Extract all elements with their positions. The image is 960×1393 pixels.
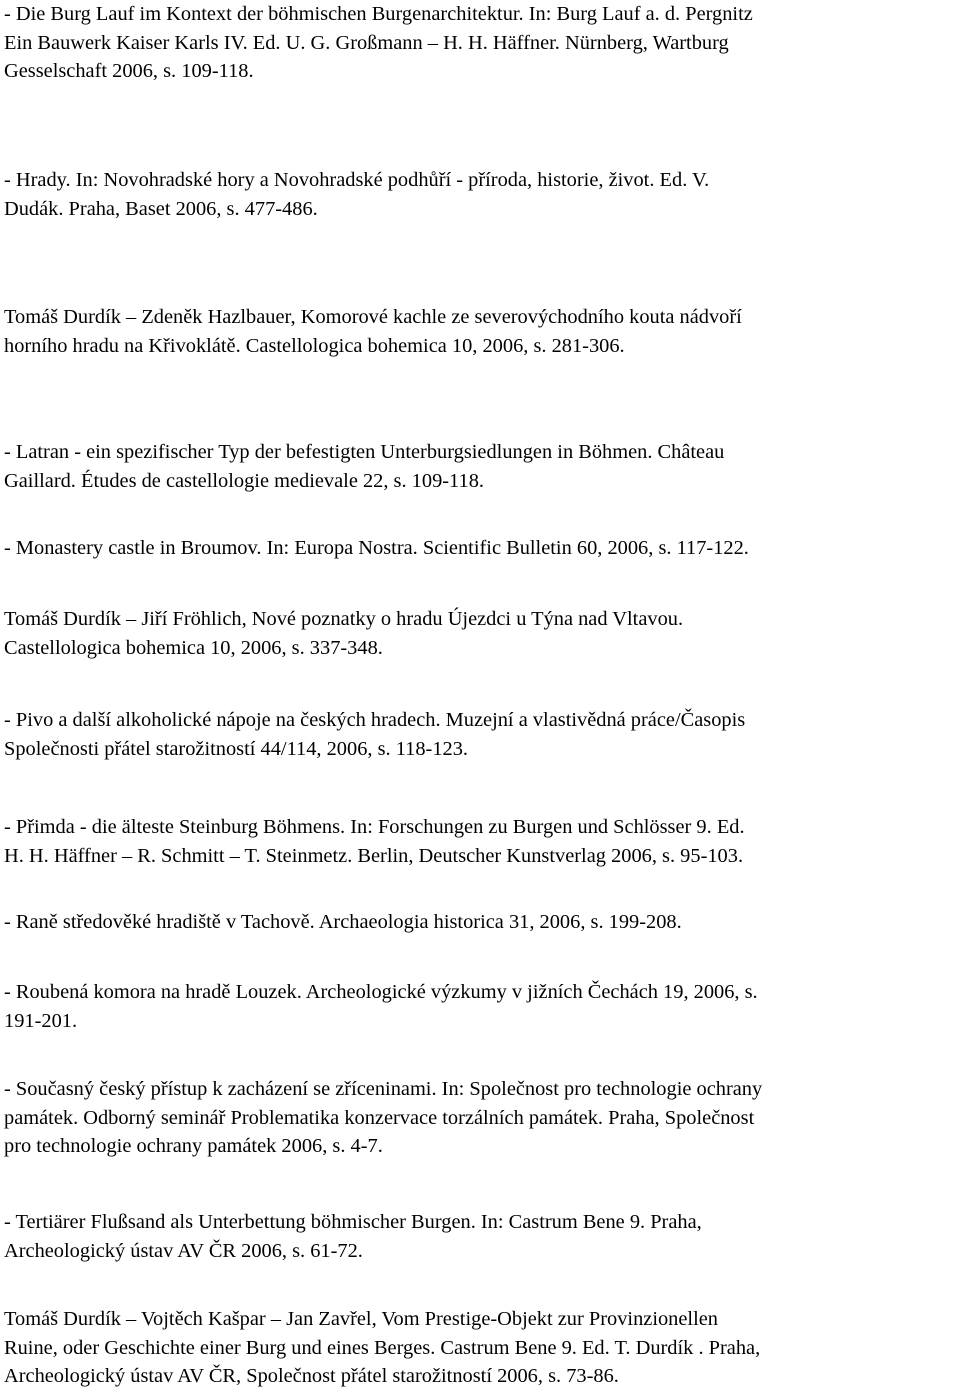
- entry-line: Tomáš Durdík – Zdeněk Hazlbauer, Komorové kachle ze severovýchodního kouta nádvoří: [4, 306, 742, 328]
- entry-line: - Tertiärer Flußsand als Unterbettung böhmischer Burgen. In: Castrum Bene 9. Praha,: [4, 1211, 702, 1233]
- entry-line: Společnosti přátel starožitností 44/114, 2006, s. 118-123.: [4, 737, 469, 760]
- entry-line: Dudák. Praha, Baset 2006, s. 477-486.: [4, 197, 318, 220]
- bibliography-entry: [4, 0, 753, 86]
- entry-line: - Latran - ein spezifischer Typ der befestigten Unterburgsiedlungen in Böhmen. Château: [4, 441, 725, 463]
- bibliography-entry: [4, 813, 745, 870]
- entry-line: památek. Odborný seminář Problematika konzervace torzálních památek. Praha, Společnost: [4, 1106, 755, 1129]
- entry-line: Gaillard. Études de castellologie medievale 22, s. 109-118.: [4, 469, 484, 492]
- entry-line: Ruine, oder Geschichte einer Burg und eines Berges. Castrum Bene 9. Ed. T. Durdík . Praha,: [4, 1336, 761, 1359]
- entry-line: - Die Burg Lauf im Kontext der böhmischen Burgenarchitektur. In: Burg Lauf a. d. Pergnitz: [4, 3, 753, 25]
- bibliography-entry: [4, 1305, 760, 1391]
- entry-line: H. H. Häffner – R. Schmitt – T. Steinmetz. Berlin, Deutscher Kunstverlag 2006, s. 95-103.: [4, 844, 744, 867]
- entry-line: - Pivo a další alkoholické nápoje na českých hradech. Muzejní a vlastivědná práce/Časopis: [4, 709, 746, 731]
- entry-line: - Současný český přístup k zacházení se zříceninami. In: Společnost pro technologie ochrany: [4, 1078, 763, 1100]
- entry-line: - Hrady. In: Novohradské hory a Novohradské podhůří - příroda, historie, život. Ed. V.: [4, 169, 710, 191]
- entry-line: Gesselschaft 2006, s. 109-118.: [4, 60, 254, 82]
- entry-line: 191-201.: [4, 1009, 78, 1032]
- bibliography-entry: [4, 1075, 762, 1161]
- bibliography-entry: [4, 303, 742, 360]
- entry-line: Castellologica bohemica 10, 2006, s. 337-348.: [4, 636, 383, 659]
- entry-line: - Roubená komora na hradě Louzek. Archeologické výzkumy v jižních Čechách 19, 2006, s.: [4, 981, 758, 1003]
- entry-line: horního hradu na Křivoklátě. Castellologica bohemica 10, 2006, s. 281-306.: [4, 334, 625, 357]
- entry-line: Archeologický ústav AV ČR, Společnost přátel starožitností 2006, s. 73-86.: [4, 1365, 619, 1387]
- entry-line: pro technologie ochrany památek 2006, s. 4-7.: [4, 1135, 383, 1157]
- entry-line: Archeologický ústav AV ČR 2006, s. 61-72.: [4, 1239, 363, 1262]
- entry-line: - Raně středověké hradiště v Tachově. Archaeologia historica 31, 2006, s. 199-208.: [4, 911, 682, 933]
- bibliography-entry: [4, 166, 709, 223]
- bibliography-entry: [4, 1208, 702, 1265]
- bibliography-entry: [4, 605, 683, 662]
- entry-line: Ein Bauwerk Kaiser Karls IV. Ed. U. G. Großmann – H. H. Häffner. Nürnberg, Wartburg: [4, 31, 729, 54]
- bibliography-entry: [4, 534, 749, 563]
- entry-line: Tomáš Durdík – Vojtěch Kašpar – Jan Zavřel, Vom Prestige-Objekt zur Provinzionellen: [4, 1308, 718, 1330]
- entry-line: - Přimda - die älteste Steinburg Böhmens. In: Forschungen zu Burgen und Schlösser 9. Ed.: [4, 816, 745, 838]
- bibliography-entry: [4, 908, 682, 937]
- bibliography-entry: [4, 978, 758, 1035]
- bibliography-entry: [4, 438, 724, 495]
- entry-line: Tomáš Durdík – Jiří Fröhlich, Nové poznatky o hradu Újezdci u Týna nad Vltavou.: [4, 608, 684, 630]
- bibliography-entry: [4, 706, 745, 763]
- entry-line: - Monastery castle in Broumov. In: Europa Nostra. Scientific Bulletin 60, 2006, s. 117-122.: [4, 537, 749, 559]
